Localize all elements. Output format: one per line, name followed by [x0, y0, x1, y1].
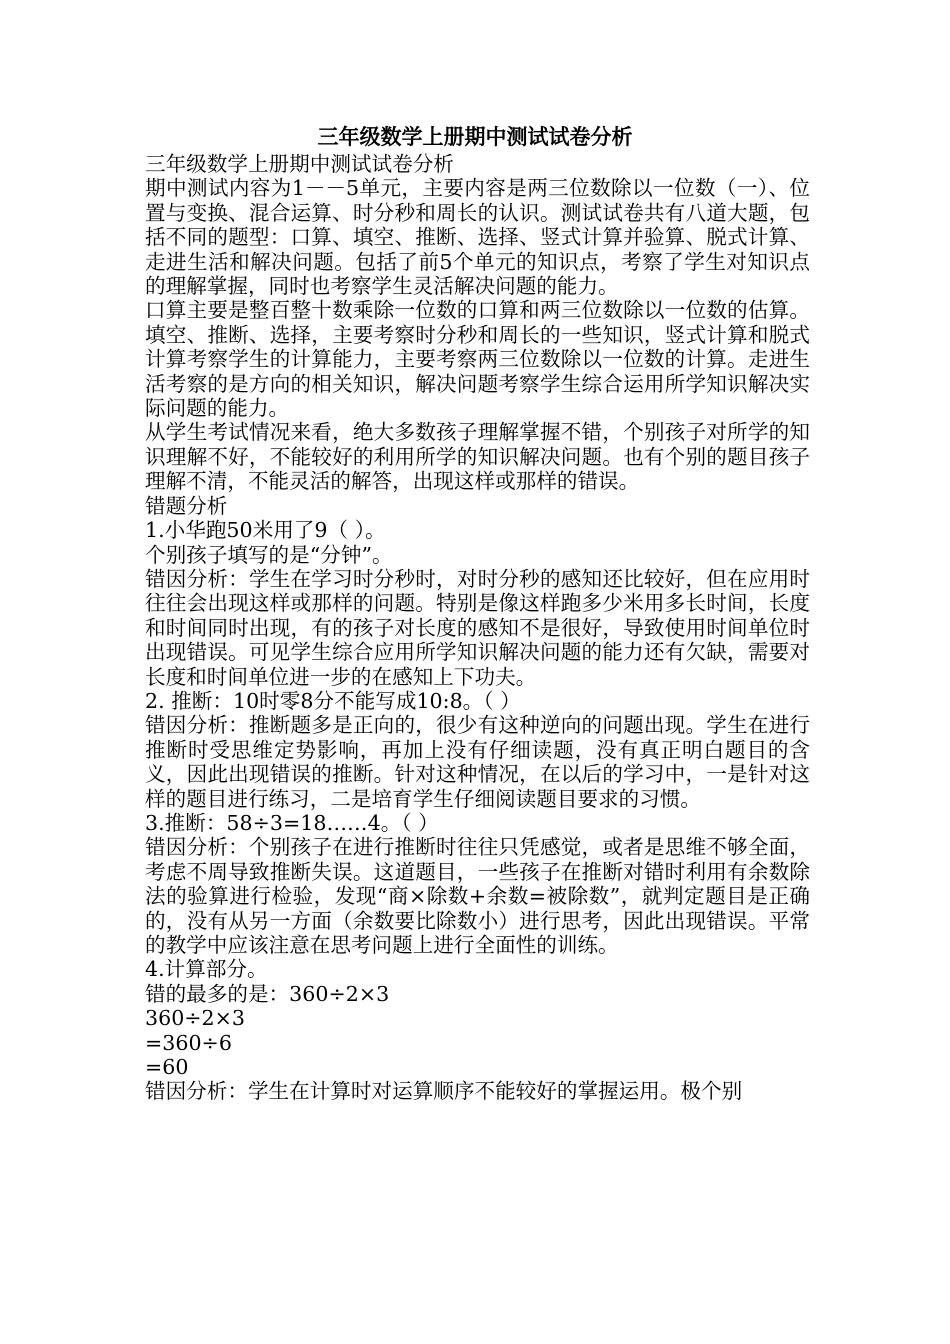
section-heading-error-analysis: 错题分析: [145, 493, 228, 518]
document-title: 三年级数学上册期中测试试卷分析: [317, 124, 633, 149]
paragraph-question-1-analysis: 错因分析：学生在学习时分秒时，对时分秒的感知还比较好，但在应用时往往会出现这样或那样的问题。特别是像这样跑多少米用多长时间，长度和时间同时出现，有的孩子对长度的感知不是很好，导致使用时间单位时出现错误。可见学生综合应用所学知识解决问题的能力还有欠缺，需要对长度和时间单位进一步的在感知上下功夫。: [145, 566, 810, 689]
calculation-line-2: =360÷6: [145, 1030, 232, 1055]
paragraph-question-types: 口算主要是整百整十数乘除一位数的口算和两三位数除以一位数的估算。填空、推断、选择，主要考察时分秒和周长的一些知识，竖式计算和脱式计算考察学生的计算能力，主要考察两三位数除以一位数的计算。走进生活考察的是方向的相关知识，解决问题考察学生综合运用所学知识解决实际问题的能力。: [145, 298, 810, 421]
paragraph-question-2-analysis: 错因分析：推断题多是正向的，很少有这种逆向的问题出现。学生在进行推断时受思维定势影响，再加上没有仔细读题，没有真正明白题目的含义，因此出现错误的推断。针对这种情况，在以后的学习中，一是针对这样的题目进行练习，二是培育学生仔细阅读题目要求的习惯。: [145, 713, 810, 811]
calculation-line-3: =60: [145, 1055, 189, 1080]
question-1: 1.小华跑50米用了9（ ）。: [145, 518, 386, 543]
paragraph-question-1-note: 个别孩子填写的是“分钟”。: [145, 542, 393, 567]
question-3: 3.推断：58÷3=18……4。（ ）: [145, 810, 439, 835]
document-body: [145, 152, 810, 1104]
question-4: 4.计算部分。: [145, 957, 268, 982]
paragraph-student-performance: 从学生考试情况来看，绝大多数孩子理解掌握不错，个别孩子对所学的知识理解不好，不能较好的利用所学的知识解决问题。也有个别的题目孩子理解不清，不能灵活的解答，出现这样或那样的错误。: [145, 420, 810, 494]
calculation-line-1: 360÷2×3: [145, 1006, 246, 1031]
paragraph-question-4-analysis: 错因分析：学生在计算时对运算顺序不能较好的掌握运用。极个别: [145, 1079, 743, 1104]
question-2: 2. 推断：10时零8分不能写成10:8。（ ）: [145, 688, 521, 713]
paragraph-question-3-analysis: 错因分析：个别孩子在进行推断时往往只凭感觉，或者是思维不够全面，考虑不周导致推断失误。这道题目，一些孩子在推断对错时利用有余数除法的验算进行检验，发现“商×除数+余数=被除数”，就判定题目是正确的，没有从另一方面（余数要比除数小）进行思考，因此出现错误。平常的教学中应该注意在思考问题上进行全面性的训练。: [145, 835, 810, 957]
paragraph-subtitle: 三年级数学上册期中测试试卷分析: [145, 152, 454, 176]
paragraph-test-content: 期中测试内容为1－－5单元，主要内容是两三位数除以一位数（一）、位置与变换、混合运算、时分秒和周长的认识。测试试卷共有八道大题，包括不同的题型：口算、填空、推断、选择、竖式计算并验算、脱式计算、走进生活和解决问题。包括了前5个单元的知识点，考察了学生对知识点的理解掌握，同时也考察学生灵活解决问题的能力。: [145, 176, 810, 299]
paragraph-most-errors: 错的最多的是：360÷2×3: [145, 981, 390, 1006]
